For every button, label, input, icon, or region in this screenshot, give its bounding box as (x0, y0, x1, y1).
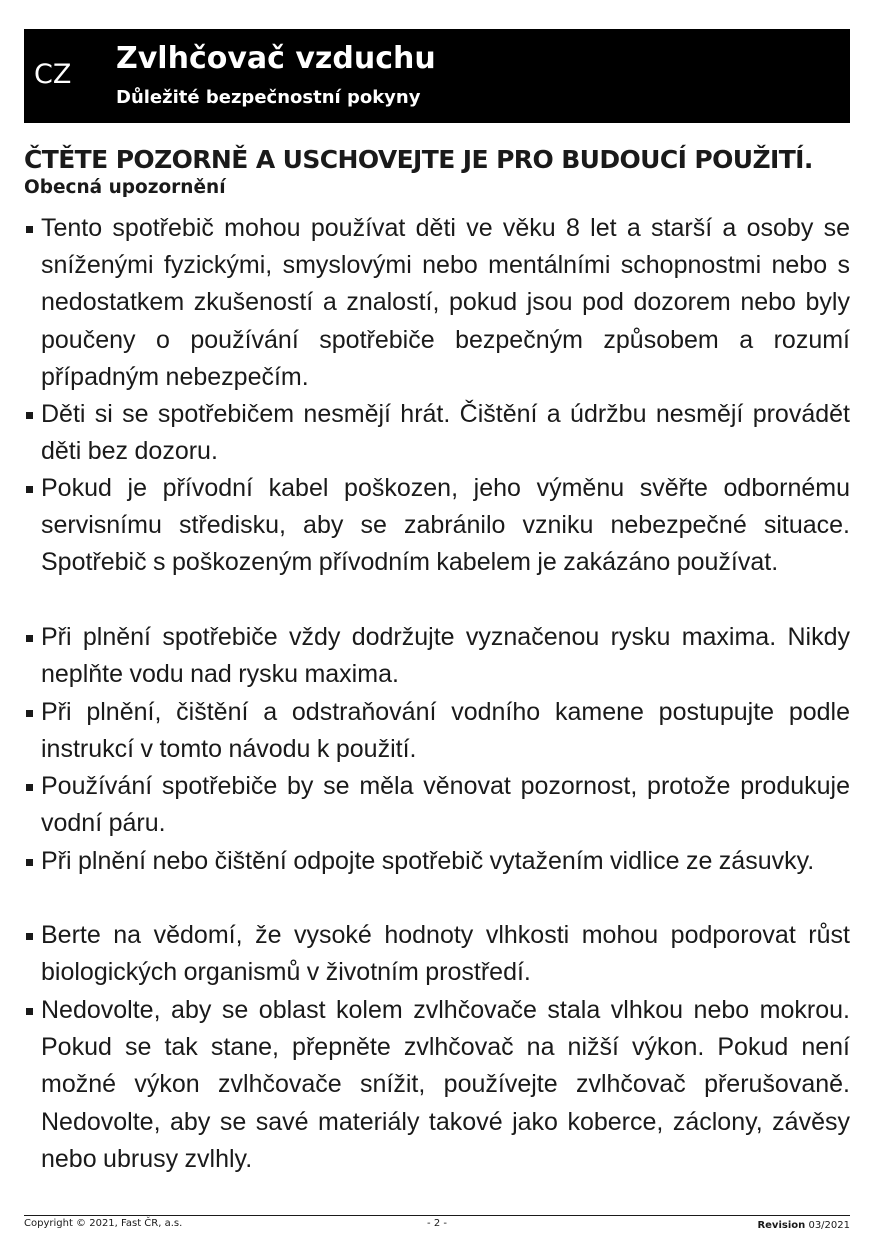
bullet-icon (26, 859, 33, 866)
bullet-icon (26, 784, 33, 791)
language-code: CZ (34, 59, 72, 90)
list-item-text: Používání spotřebiče by se měla věnovat pozornost, protože produkuje vodní páru. (41, 772, 850, 838)
bullet-icon (26, 635, 33, 642)
document-subtitle: Důležité bezpečnostní pokyny (116, 87, 421, 108)
list-item-text: Při plnění, čištění a odstraňování vodního kamene postupujte podle instrukcí v tomto návodu k použití. (41, 698, 850, 764)
list-item-text: Při plnění nebo čištění odpojte spotřebič vytažením vidlice ze zásuvky. (41, 847, 815, 875)
list-item-text: Nedovolte, aby se oblast kolem zvlhčovače stala vlhkou nebo mokrou. Pokud se tak stane, přepněte zvlhčovač na nižší výkon. Pokud není možné výkon zvlhčovače snížit, používejte zvlhčovač přerušovaně. Nedovolte, aby se savé materiály takové jako koberce, záclony, závěsy nebo ubrusy zvlhly. (41, 996, 850, 1173)
main-heading: ČTĚTE POZORNĚ A USCHOVEJTE JE PRO BUDOUCÍ POUŽITÍ. (24, 145, 813, 174)
list-item-text: Berte na vědomí, že vysoké hodnoty vlhkosti mohou podporovat růst biologických organismů v životním prostředí. (41, 921, 850, 987)
revision-value: 03/2021 (808, 1220, 850, 1231)
section-heading: Obecná upozornění (24, 177, 226, 198)
bullet-icon (26, 486, 33, 493)
list-item-text: Pokud je přívodní kabel poškozen, jeho výměnu svěřte odbornému servisnímu středisku, aby se zabránilo vzniku nebezpečné situace. Spotřebič s poškozeným přívodním kabelem je zakázáno používat. (41, 474, 850, 577)
bullet-icon (26, 412, 33, 419)
revision-label: Revision (757, 1220, 806, 1231)
list-item-text: Při plnění spotřebiče vždy dodržujte vyznačenou rysku maxima. Nikdy neplňte vodu nad rysku maxima. (41, 623, 850, 689)
list-item-text: Tento spotřebič mohou používat děti ve věku 8 let a starší a osoby se sníženými fyzickými, smyslovými nebo mentálními schopnostmi nebo s nedostatkem zkušeností a znalostí, pokud jsou pod dozorem nebo byly poučeny o používání spotřebiče bezpečným způsobem a rozumí případným nebezpečím. (41, 214, 850, 391)
footer-divider (24, 1215, 850, 1216)
page-number: - 2 - (427, 1218, 447, 1229)
list-item-text: Děti si se spotřebičem nesmějí hrát. Čištění a údržbu nesmějí provádět děti bez dozoru. (41, 400, 850, 466)
copyright-notice: Copyright © 2021, Fast ČR, a.s. (24, 1218, 183, 1229)
bullet-icon (26, 1008, 33, 1015)
document-title: Zvlhčovač vzduchu (116, 41, 436, 76)
header-bar (24, 29, 850, 123)
bullet-icon (26, 226, 33, 233)
revision-info (757, 1221, 850, 1231)
bullet-icon (26, 933, 33, 940)
bullet-icon (26, 710, 33, 717)
